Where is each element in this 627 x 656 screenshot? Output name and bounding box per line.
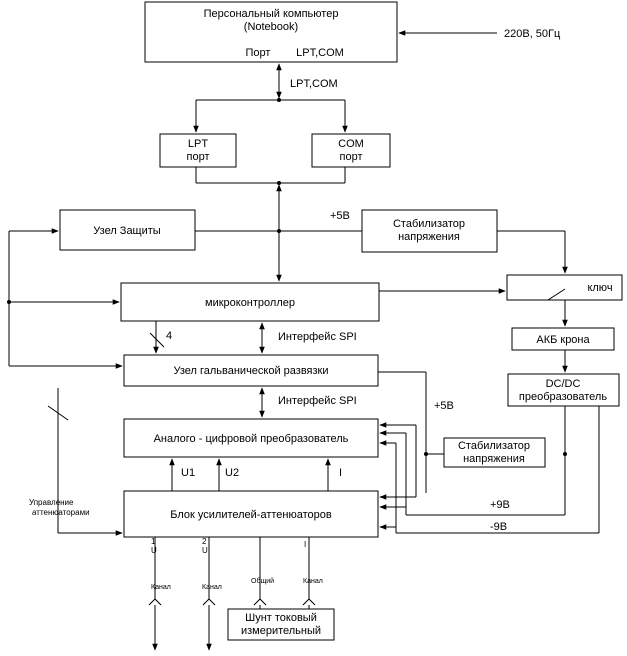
out3-label: I: [304, 540, 307, 549]
isolation-block: [124, 355, 378, 386]
out2-bot-label: U: [202, 546, 208, 555]
out1-bot-label: U: [151, 546, 157, 555]
switch-label: ключ: [587, 282, 613, 294]
mains-label: 220В, 50Гц: [504, 28, 561, 40]
battery-block: [512, 328, 614, 350]
plus5-top-label: +5В: [330, 210, 350, 222]
adc-label: Аналого - цифровой преобразователь: [153, 433, 349, 445]
amplifier-block: [124, 491, 378, 537]
dcdc-sublabel: преобразователь: [518, 391, 608, 403]
pc-port-type: LPT,COM: [296, 47, 344, 59]
out2-top-label: 2: [202, 537, 207, 546]
switch-block: [507, 275, 622, 300]
u2-label: U2: [225, 467, 240, 479]
spi-label-2: Интерфейс SPI: [278, 395, 357, 407]
pc-port-label: Порт: [245, 47, 271, 59]
stab2-sublabel: напряжения: [463, 453, 525, 465]
spi-label-1: Интерфейс SPI: [278, 331, 357, 343]
i-label: I: [339, 467, 343, 479]
bus-label: LPT,COM: [290, 78, 338, 90]
dcdc-label: DC/DC: [545, 378, 581, 390]
plus5-mid-label: +5В: [434, 400, 454, 412]
lpt-label: LPT: [187, 138, 209, 150]
dcdc-block: [508, 374, 619, 406]
amp-label: Блок усилителей-аттенюаторов: [170, 509, 332, 521]
plus9-label: +9В: [490, 499, 510, 511]
protection-label: Узел Защиты: [93, 225, 161, 237]
att-ctrl-sublabel: аттенюаторами: [32, 508, 90, 517]
bus4-label: 4: [166, 330, 173, 342]
channel1-label: Канал: [151, 584, 171, 591]
out1-top-label: 1: [151, 537, 156, 546]
stabilizer-mid-block: [444, 438, 545, 467]
shunt-sublabel: измерительный: [240, 625, 322, 637]
stab1-sublabel: напряжения: [398, 231, 460, 243]
protection-block: [60, 210, 195, 250]
common-label: Общий: [251, 578, 275, 585]
lpt-port-block: [160, 134, 236, 167]
stab1-label: Стабилизатор: [392, 218, 466, 230]
channel2-label: Канал: [202, 584, 222, 591]
stabilizer-top-block: [362, 210, 497, 252]
channel3-label: Канал: [303, 578, 323, 585]
stab2-label: Стабилизатор: [457, 440, 531, 452]
pc-title: Персональный компьютер: [203, 8, 339, 20]
com-port-block: [312, 134, 390, 167]
com-sublabel: порт: [339, 151, 363, 163]
shunt-block: [228, 609, 334, 640]
pc-block: [145, 2, 397, 62]
isolation-label: Узел гальванической развязки: [173, 365, 329, 377]
com-label: COM: [338, 138, 364, 150]
adc-block: [124, 419, 378, 457]
pc-subtitle: (Notebook): [243, 21, 299, 33]
lpt-sublabel: порт: [186, 151, 210, 163]
minus9-label: -9В: [490, 521, 508, 533]
u1-label: U1: [181, 467, 196, 479]
mcu-label: микроконтроллер: [205, 297, 295, 309]
shunt-label: Шунт токовый: [245, 612, 317, 624]
att-ctrl-label: Управление: [29, 498, 74, 507]
microcontroller-block: [121, 283, 379, 321]
battery-label: АКБ крона: [536, 334, 590, 346]
